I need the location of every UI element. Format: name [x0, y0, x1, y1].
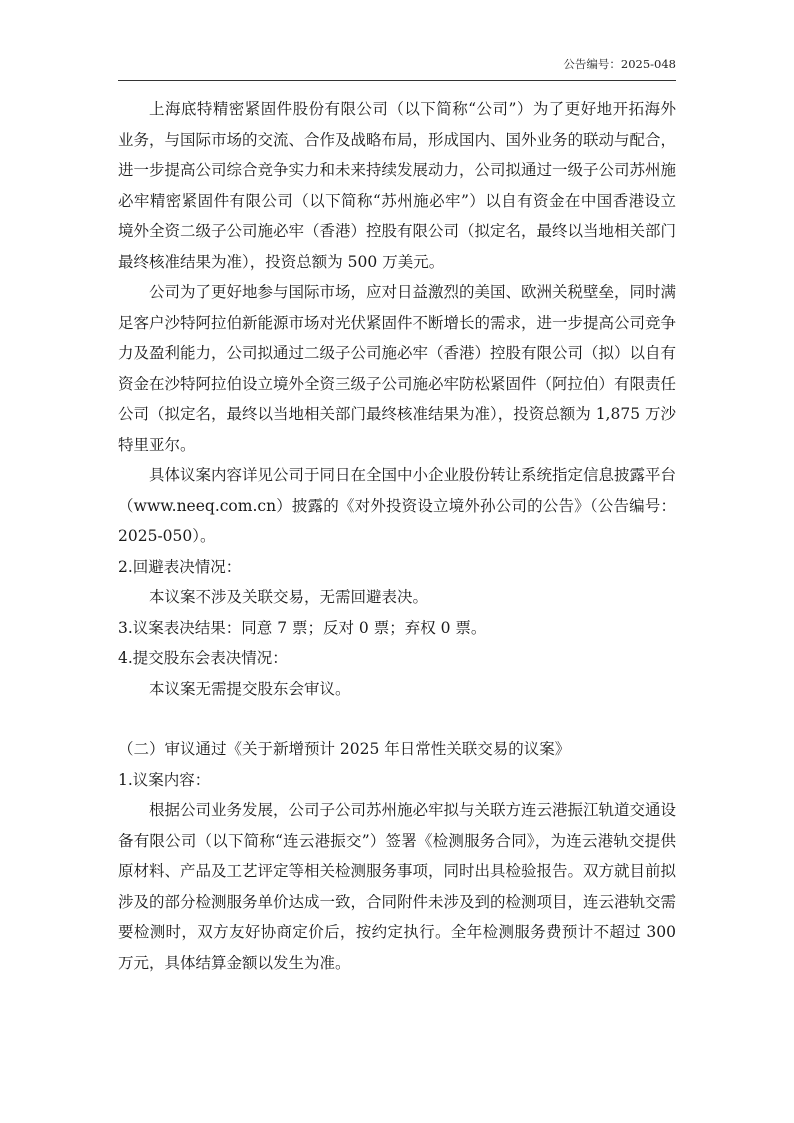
- paragraph-disclosure-reference: 具体议案内容详见公司于同日在全国中小企业股份转让系统指定信息披露平台（www.neeq.com.cn）披露的《对外投资设立境外孙公司的公告》（公告编号：2025-050）。: [118, 466, 677, 545]
- paragraph-shareholder-vote: 本议案无需提交股东会审议。: [149, 679, 351, 698]
- paragraph-hk-subsidiary: 上海底特精密紧固件股份有限公司（以下简称“公司”）为了更好地开拓海外业务，与国际市场的交流、合作及战略布局，形成国内、国外业务的联动与配合，进一步提高公司综合竞争实力和未来持续发展动力，公司拟通过一级子公司苏州施必牢精密紧固件有限公司（以下简称“苏州施必牢”）以自有资金在中国香港设立境外全资二级子公司施必牢（香港）控股有限公司（拟定名，最终以当地相关部门最终核准结果为准），投资总额为 500 万美元。: [118, 100, 677, 271]
- heading-recusal: 2.回避表决情况：: [118, 557, 242, 576]
- heading-shareholder-vote: 4.提交股东会表决情况：: [118, 649, 288, 667]
- paragraph-testing-contract: 根据公司业务发展，公司子公司苏州施必牢拟与关联方连云港振江轨道交通设备有限公司（以下简称“连云港振交”）签署《检测服务合同》，为连云港轨交提供原材料、产品及工艺评定等相关检测服务事项，同时出具检验报告。双方就目前拟涉及的部分检测服务单价达成一致，合同附件未涉及到的检测项目，连云港轨交需要检测时，双方友好协商定价后，按约定执行。全年检测服务费预计不超过 300 万元，具体结算金额以发生为准。: [118, 801, 677, 972]
- doc-number: 公告编号：2025-048: [563, 57, 676, 71]
- paragraph-recusal: 本议案不涉及关联交易，无需回避表决。: [149, 588, 429, 606]
- document-body: [118, 94, 676, 978]
- section-gap: [118, 704, 676, 734]
- section-title-related-transactions: （二）审议通过《关于新增预计 2025 年日常性关联交易的议案》: [118, 740, 571, 758]
- paragraph-saudi-subsidiary: 公司为了更好地参与国际市场，应对日益激烈的美国、欧洲关税壁垒，同时满足客户沙特阿拉伯新能源市场对光伏紧固件不断增长的需求，进一步提高公司竞争力及盈利能力，公司拟通过二级子公司施必牢（香港）控股有限公司（拟）以自有资金在沙特阿拉伯设立境外全资三级子公司施必牢防松紧固件（阿拉伯）有限责任公司（拟定名，最终以当地相关部门最终核准结果为准），投资总额为 1,875 万沙特里亚尔。: [118, 283, 677, 454]
- page-header: [118, 50, 676, 81]
- heading-vote-result: 3.议案表决结果：同意 7 票；反对 0 票；弃权 0 票。: [118, 618, 487, 637]
- heading-proposal-content: 1.议案内容：: [118, 770, 211, 789]
